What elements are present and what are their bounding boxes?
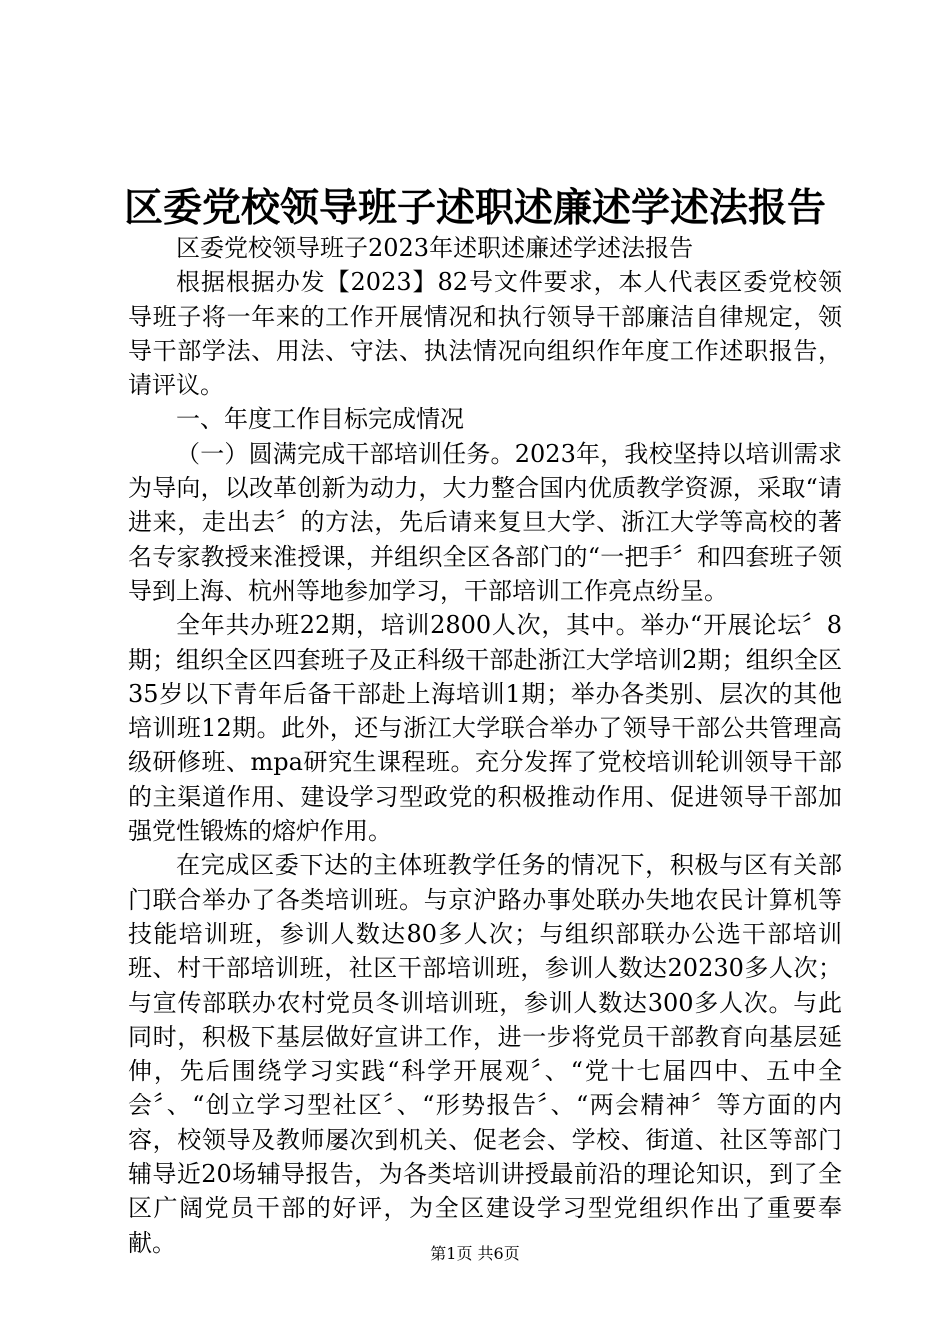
document-title: 区委党校领导班子述职述廉述学述法报告 [123, 185, 826, 231]
body-paragraph: 全年共办班22期，培训2800人次，其中。举办“开展论坛〞8期；组织全区四套班子及正科级干部赴浙江大学培训2期；组织全区35岁以下青年后备干部赴上海培训1期；举办各类别、层次的其他培训班12期。此外，还与浙江大学联合举办了领导干部公共管理高级研修班、mpa研究生课程班。充分发挥了党校培训轮训领导干部的主渠道作用、建设学习型政党的积极推动作用、促进领导干部加强党性锻炼的熔炉作用。 [128, 611, 842, 846]
intro-paragraph: 根据根据办发【2023】82号文件要求，本人代表区委党校领导班子将一年来的工作开展情况和执行领导干部廉洁自律规定，领导干部学法、用法、守法、执法情况向组织作年度工作述职报告，请评议。 [128, 268, 842, 400]
body-paragraph: 在完成区委下达的主体班教学任务的情况下，积极与区有关部门联合举办了各类培训班。与京沪路办事处联办失地农民计算机等技能培训班，参训人数达80多人次；与组织部联办公选干部培训班、村干部培训班，社区干部培训班，参训人数达20230多人次；与宣传部联办农村党员冬训培训班，参训人数达300多人次。与此同时，积极下基层做好宣讲工作，进一步将党员干部教育向基层延伸，先后围绕学习实践“科学开展观〞、“党十七届四中、五中全会〞、“创立学习型社区〞、“形势报告〞、“两会精神〞等方面的内容，校领导及教师屡次到机关、促老会、学校、街道、社区等部门辅导近20场辅导报告，为各类培训讲授最前沿的理论知识，到了全区广阔党员干部的好评，为全区建设学习型党组织作出了重要奉献。 [128, 851, 842, 1257]
section-heading: 一、年度工作目标完成情况 [176, 405, 464, 434]
subtitle-paragraph: 区委党校领导班子2023年述职述廉述学述法报告 [176, 234, 694, 262]
page-number-footer: 第1页 共6页 [430, 1244, 520, 1263]
body-paragraph: （一）圆满完成干部培训任务。2023年，我校坚持以培训需求为导向，以改革创新为动力，大力整合国内优质教学资源，采取“请进来，走出去〞的方法，先后请来复旦大学、浙江大学等高校的著名专家教授来淮授课，并组织全区各部门的“一把手〞和四套班子领导到上海、杭州等地参加学习，干部培训工作亮点纷呈。 [128, 439, 842, 605]
document-body [128, 231, 842, 1260]
